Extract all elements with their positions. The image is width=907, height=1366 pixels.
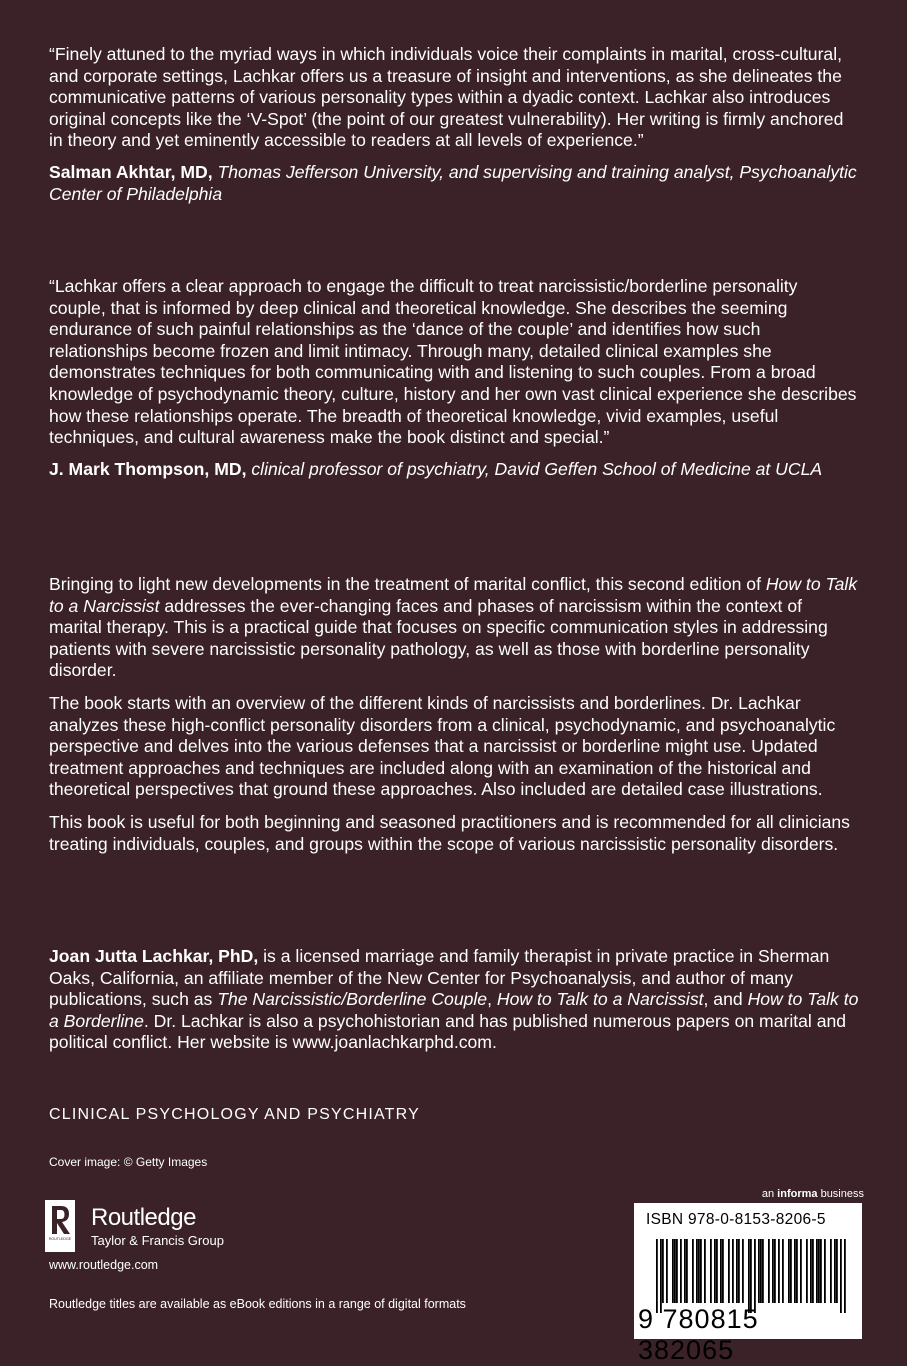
review-2-affiliation: clinical professor of psychiatry, David Geffen School of Medicine at UCLA: [251, 458, 823, 479]
review-1-quote: “Finely attuned to the myriad ways in which individuals voice their complaints in marital, cross-cultural, and corporate settings, Lachkar offers us a treasure of insight and interventions, as she delineates the communicative patterns of various personality types within a dyadic context. Lachkar also introduces original concepts like the ‘V-Spot’ (the point of our greatest vulnerability). Her writing is firmly anchored in theory and yet eminently accessible to readers at all levels of experience.”: [49, 44, 844, 151]
barcode-bar: [738, 1239, 740, 1303]
review-1-author: Salman Akhtar, MD,: [49, 161, 213, 182]
barcode-bar: [722, 1239, 724, 1303]
barcode-bar: [820, 1239, 822, 1303]
barcode-bar: [800, 1239, 802, 1303]
barcode-bar: [818, 1239, 820, 1303]
bio-sep-2: , and: [703, 989, 748, 1010]
description-p1-b: addresses the ever-changing faces and phases of narcissism within the context of marital therapy. This is a practical guide that focuses on specific communication styles in addressing patients with severe narcissistic personality pathology, as well as those with borderline personality disorder.: [49, 595, 828, 681]
barcode-bar: [794, 1239, 796, 1303]
barcode-bar: [816, 1239, 818, 1303]
barcode-bar: [812, 1239, 814, 1303]
review-2-attribution: [49, 459, 859, 481]
isbn-barcode-area: [634, 1188, 864, 1365]
barcode-bar: [736, 1239, 738, 1303]
bio-text-a: is a licensed marriage and family therapist in private practice in Sherman Oaks, California, an affiliate member of the New Center for Psychoanalysis, and author of many publications, such as: [49, 946, 830, 1010]
barcode-bar: [676, 1239, 678, 1303]
bio-title-1: The Narcissistic/Borderline Couple: [217, 989, 488, 1010]
barcode-bar: [834, 1239, 836, 1303]
barcode-bar: [686, 1239, 688, 1303]
barcode-bar: [788, 1239, 790, 1303]
barcode-bar: [728, 1239, 730, 1303]
barcode-bar: [742, 1239, 744, 1303]
description-paragraph-3: This book is useful for both beginning and seasoned practitioners and is recommended for all clinicians treating individuals, couples, and groups within the scope of various narcissistic personality disorders.: [49, 811, 850, 854]
barcode-bar: [750, 1239, 752, 1313]
barcode-icon: [656, 1239, 846, 1313]
barcode-bar: [810, 1239, 812, 1303]
barcode-bar: [700, 1239, 702, 1303]
review-2: [49, 276, 859, 480]
barcode-bar: [692, 1239, 694, 1303]
author-bio: [49, 946, 859, 1054]
barcode-bar: [790, 1239, 792, 1303]
barcode-bar: [762, 1239, 764, 1303]
barcode-bar: [754, 1239, 756, 1313]
review-1-affiliation: Thomas Jefferson University, and supervising and training analyst, Psychoanalytic Center of Philadelphia: [49, 161, 857, 204]
routledge-r-icon: [45, 1200, 75, 1252]
bio-text-b: . Dr. Lachkar is also a psychohistorian and has published numerous papers on marital and political conflict. Her website is www.joanlachkarphd.com.: [49, 1010, 847, 1053]
barcode-bar: [684, 1239, 686, 1303]
barcode-bar: [768, 1239, 770, 1303]
barcode-bar: [704, 1239, 706, 1303]
barcode-bar: [660, 1239, 662, 1313]
review-1-attribution: [49, 162, 859, 205]
informa-brand: informa: [777, 1188, 818, 1200]
isbn-digits: 9 780815 382065: [638, 1304, 759, 1365]
review-2-quote: “Lachkar offers a clear approach to engage the difficult to treat narcissistic/borderline personality couple, that is informed by deep clinical and theoretical knowledge. She describes the seeming endurance of such painful relationships as the ‘dance of the couple’ and identifies how such relationships become frozen and limit intimacy. Through many, detailed clinical examples she demonstrates techniques for both communicating with and listening to such couples. From a broad knowledge of psychodynamic theory, culture, history and her own vast clinical experience she describes how these relationships operate. The breadth of theoretical knowledge, vivid examples, useful techniques, and cultural awareness make the book distinct and special.”: [49, 276, 857, 448]
book-title: How to Talk to a Narcissist: [49, 574, 858, 616]
barcode-bar: [778, 1239, 780, 1303]
barcode-bar: [806, 1239, 808, 1303]
barcode-bar: [830, 1239, 832, 1303]
ebook-note: Routledge titles are available as eBook editions in a range of digital formats: [49, 1297, 466, 1311]
barcode-bar: [666, 1239, 668, 1303]
bio-paragraph: [49, 946, 859, 1054]
barcode-bar: [760, 1239, 762, 1303]
informa-tagline: [762, 1188, 864, 1200]
description-paragraph-1: [49, 574, 859, 682]
book-description: [49, 574, 859, 855]
description-paragraph-2: The book starts with an overview of the different kinds of narcissists and borderlines. Dr. Lachkar analyzes these high-conflict personality disorders from a clinical, psychodynamic, and psychoanalytic perspective and delves into the various defenses that a narcissist or borderline might use. Updated treatment approaches and techniques are included along with an examination of the historical and theoretical perspectives that ground these approaches. Also included are detailed case illustrations.: [49, 692, 836, 800]
barcode-bar: [824, 1239, 826, 1303]
subject-category: CLINICAL PSYCHOLOGY AND PSYCHIATRY: [49, 1106, 420, 1123]
publisher-name: Routledge: [91, 1204, 196, 1231]
barcode-bar: [774, 1239, 776, 1303]
bio-title-2: How to Talk to a Narcissist: [496, 989, 704, 1010]
barcode-bar: [748, 1239, 750, 1313]
cover-credit: Cover image: © Getty Images: [49, 1155, 208, 1169]
barcode-bar: [662, 1239, 664, 1303]
routledge-vertical-text: ROUTLEDGE: [48, 1237, 72, 1241]
isbn-label: ISBN 978-0-8153-8206-5: [646, 1211, 826, 1228]
informa-suffix: business: [817, 1188, 864, 1200]
barcode-bar: [696, 1239, 698, 1303]
barcode-bar: [656, 1239, 658, 1313]
barcode-bar: [836, 1239, 838, 1303]
publisher-group: Taylor & Francis Group: [91, 1233, 224, 1248]
barcode-bar: [716, 1239, 718, 1303]
barcode-bar: [672, 1239, 674, 1303]
description-p1-a: Bringing to light new developments in the treatment of marital conflict, this second edition of: [49, 574, 766, 594]
barcode-bar: [674, 1239, 676, 1303]
barcode-bar: [732, 1239, 734, 1303]
informa-prefix: an: [761, 1188, 778, 1200]
bio-sep-1: ,: [487, 989, 497, 1010]
publisher-website: www.routledge.com: [49, 1258, 159, 1272]
barcode-bar: [772, 1239, 774, 1303]
bio-title-3: How to Talk to a Borderline: [49, 989, 859, 1031]
barcode-bar: [714, 1239, 716, 1303]
barcode-bar: [720, 1239, 722, 1303]
barcode-bar: [782, 1239, 784, 1303]
barcode-bar: [680, 1239, 682, 1303]
barcode-bar: [796, 1239, 798, 1303]
review-2-author: J. Mark Thompson, MD,: [49, 458, 247, 479]
author-name: Joan Jutta Lachkar, PhD,: [49, 946, 259, 966]
routledge-logo: [45, 1200, 305, 1260]
barcode-bar: [710, 1239, 712, 1303]
barcode-bar: [758, 1239, 760, 1303]
barcode-bar: [698, 1239, 700, 1303]
review-1: [49, 44, 859, 205]
isbn-box: [634, 1203, 862, 1365]
barcode-bar: [844, 1239, 846, 1313]
barcode-bar: [840, 1239, 842, 1313]
